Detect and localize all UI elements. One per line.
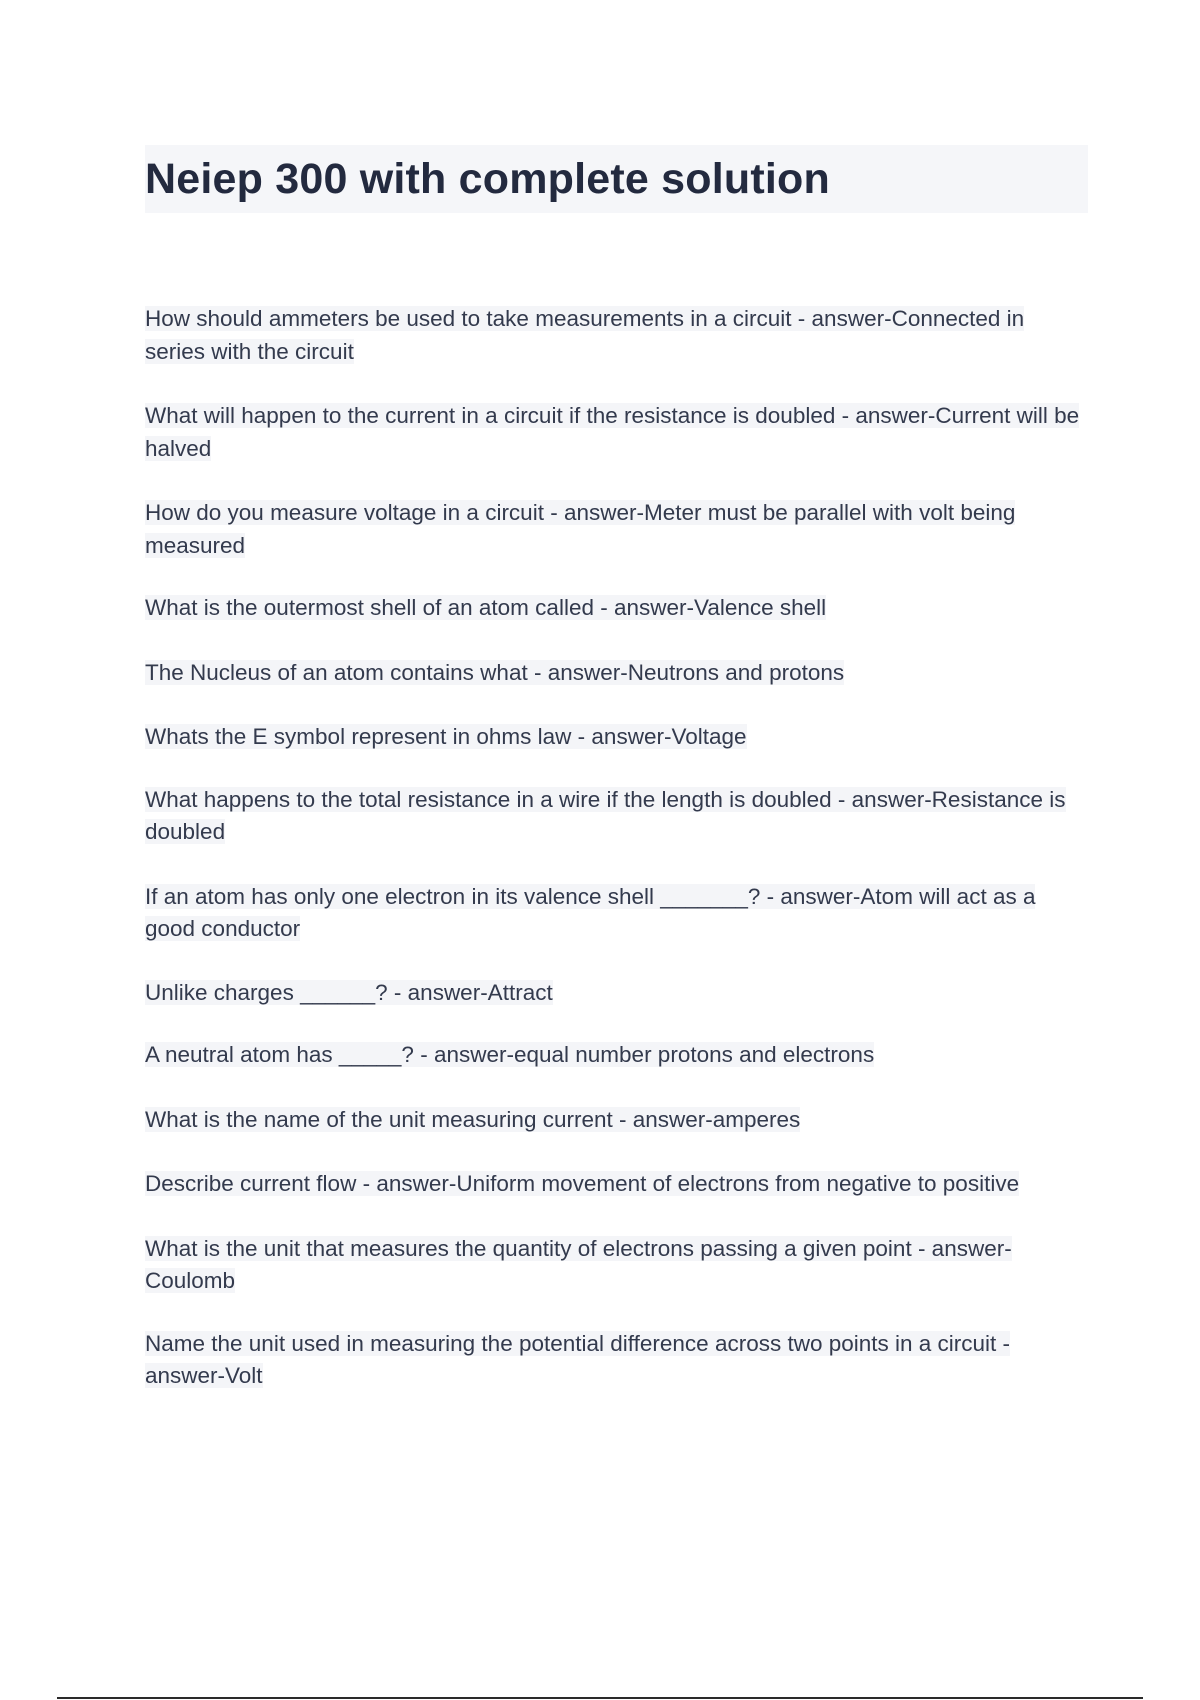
qa-text: Whats the E symbol represent in ohms law - answer-Voltage (145, 724, 747, 749)
qa-text: How should ammeters be used to take measurements in a circuit - answer-Connected in series with the circuit (145, 306, 1025, 364)
qa-text: If an atom has only one electron in its valence shell _______? - answer-Atom will act as a good conductor (145, 883, 1036, 941)
qa-list (145, 303, 1090, 1393)
footer-divider (57, 1697, 1143, 1699)
qa-item (145, 1328, 1090, 1393)
qa-item (145, 657, 1090, 690)
qa-item (145, 400, 1090, 465)
qa-item (145, 1233, 1090, 1298)
qa-text: Describe current flow - answer-Uniform movement of electrons from negative to positive (145, 1171, 1020, 1196)
qa-text: The Nucleus of an atom contains what - answer-Neutrons and protons (145, 659, 845, 685)
qa-item (145, 784, 1090, 849)
qa-text: What is the unit that measures the quantity of electrons passing a given point - answer-Coulomb (145, 1235, 1012, 1293)
qa-item (145, 1039, 1090, 1072)
qa-text: What happens to the total resistance in a wire if the length is doubled - answer-Resistance is doubled (145, 786, 1066, 844)
qa-text: A neutral atom has _____? - answer-equal number protons and electrons (145, 1042, 875, 1067)
qa-text: How do you measure voltage in a circuit - answer-Meter must be parallel with volt being measured (145, 500, 1016, 558)
qa-text: Name the unit used in measuring the potential difference across two points in a circuit - answer-Volt (145, 1330, 1011, 1388)
qa-text: Unlike charges ______? - answer-Attract (145, 979, 553, 1005)
qa-item (145, 497, 1090, 562)
qa-item (145, 592, 1090, 625)
page-title: Neiep 300 with complete solution (145, 154, 830, 203)
qa-text: What is the name of the unit measuring current - answer-amperes (145, 1106, 801, 1132)
qa-item (145, 303, 1090, 368)
title-box (145, 145, 1088, 213)
qa-item (145, 1168, 1090, 1201)
qa-text: What is the outermost shell of an atom called - answer-Valence shell (145, 595, 827, 620)
qa-item (145, 721, 1090, 754)
qa-text: What will happen to the current in a circuit if the resistance is doubled - answer-Current will be halved (145, 403, 1080, 461)
qa-item (145, 977, 1090, 1010)
qa-item (145, 881, 1090, 946)
qa-item (145, 1104, 1090, 1137)
